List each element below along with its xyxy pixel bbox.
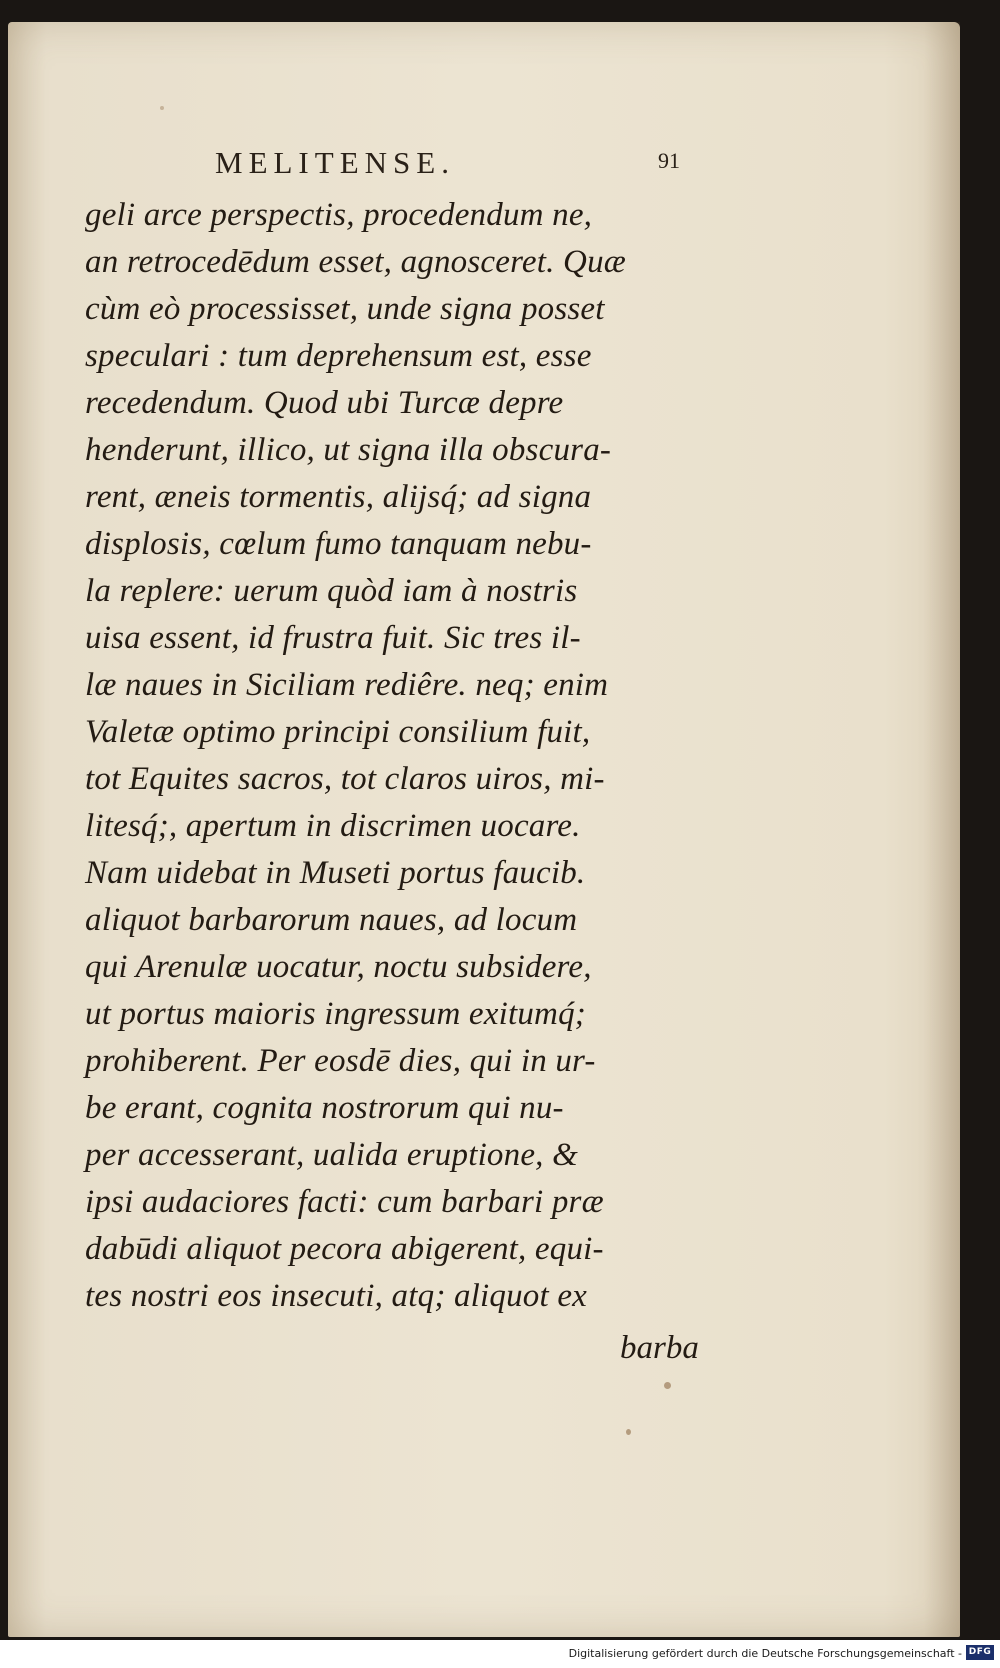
funding-credit: Digitalisierung gefördert durch die Deutsche Forschungsgemeinschaft - <box>568 1647 962 1660</box>
text-line: Valetæ optimo principi consilium fuit, <box>85 714 591 750</box>
text-line: speculari : tum deprehensum est, esse <box>85 338 592 374</box>
text-line: la replere: uerum quòd iam à nostris <box>85 573 578 609</box>
page-edge-shadow <box>924 22 960 1637</box>
catchword: barba <box>620 1330 699 1366</box>
text-line: recedendum. Quod ubi Turcæ depre <box>85 385 564 421</box>
text-line: prohiberent. Per eosdē dies, qui in ur- <box>85 1043 596 1079</box>
text-line: dabūdi aliquot pecora abigerent, equi- <box>85 1231 604 1267</box>
text-line: per accesserant, ualida eruptione, & <box>85 1137 578 1173</box>
text-line: geli arce perspectis, procedendum ne, <box>85 197 593 233</box>
text-line: rent, æneis tormentis, alijsq́; ad signa <box>85 479 592 515</box>
text-line: Nam uidebat in Museti portus faucib. <box>85 855 586 891</box>
foxing-spot <box>160 106 164 110</box>
text-line: henderunt, illico, ut signa illa obscura- <box>85 432 612 468</box>
foxing-spot <box>626 1429 631 1435</box>
text-line: ut portus maioris ingressum exitumq́; <box>85 996 586 1032</box>
text-line: aliquot barbarorum naues, ad locum <box>85 902 578 938</box>
text-line: litesq́;, apertum in discrimen uocare. <box>85 808 581 844</box>
footer-bar <box>0 1640 1000 1668</box>
text-line: qui Arenulæ uocatur, noctu subsidere, <box>85 949 592 985</box>
running-head: MELITENSE. <box>215 145 455 180</box>
text-line: tot Equites sacros, tot claros uiros, mi- <box>85 761 605 797</box>
text-line: displosis, cœlum fumo tanquam nebu- <box>85 526 592 562</box>
text-line: tes nostri eos insecuti, atq; aliquot ex <box>85 1278 588 1314</box>
foxing-spot <box>664 1382 671 1389</box>
text-line: uisa essent, id frustra fuit. Sic tres il- <box>85 620 581 656</box>
dfg-logo[interactable]: DFG <box>966 1645 994 1660</box>
text-line: ipsi audaciores facti: cum barbari præ <box>85 1184 604 1220</box>
text-line: an retrocedēdum esset, agnosceret. Quæ <box>85 244 626 280</box>
body-text <box>85 192 725 1320</box>
text-line: cùm eò processisset, unde signa posset <box>85 291 605 327</box>
text-line: læ naues in Siciliam rediêre. neq; enim <box>85 667 609 703</box>
page-number: 91 <box>658 148 680 173</box>
text-line: be erant, cognita nostrorum qui nu- <box>85 1090 564 1126</box>
